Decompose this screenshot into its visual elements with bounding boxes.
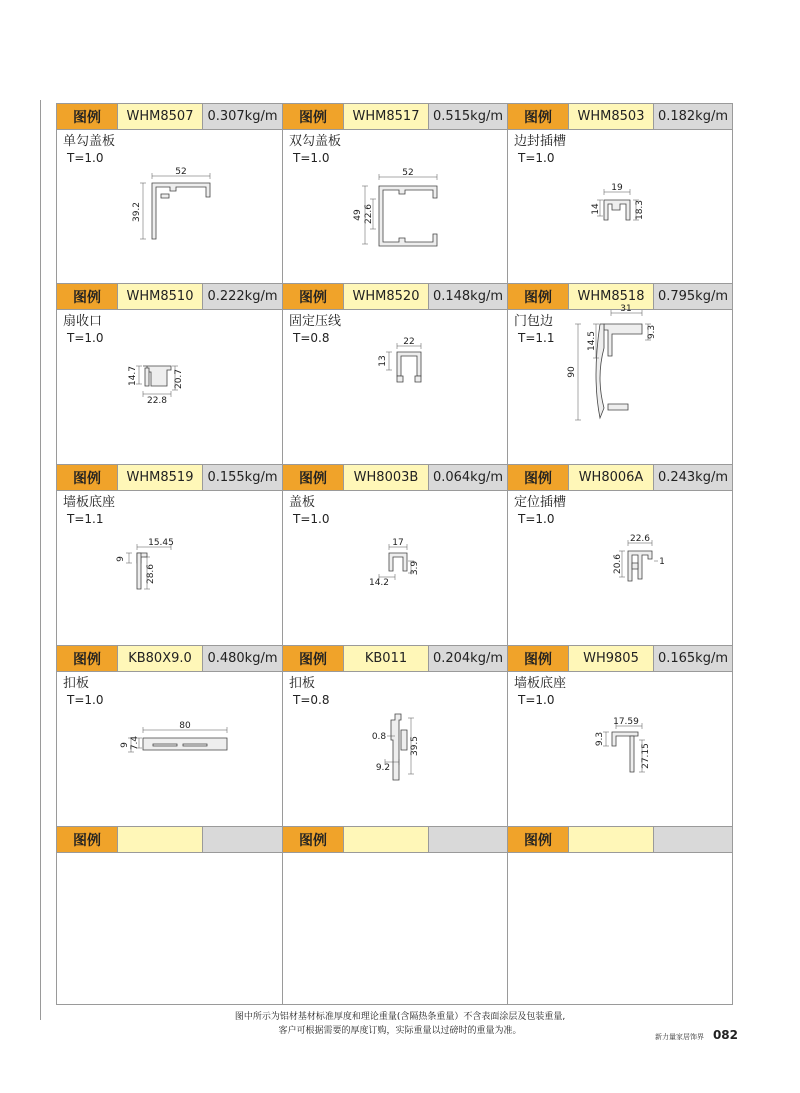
profile-cell <box>508 646 732 826</box>
profile-shape <box>397 376 421 382</box>
profile-cell <box>283 827 508 1004</box>
profile-cell <box>283 465 508 645</box>
profile-section-drawing <box>508 284 732 465</box>
dimension-label: 14.7 <box>128 365 138 387</box>
legend-label: 图例 <box>508 284 568 309</box>
catalog-row <box>57 827 732 1004</box>
profile-cell <box>508 284 732 464</box>
legend-label: 图例 <box>283 284 343 309</box>
dimension-label: 22.6 <box>629 534 651 544</box>
dimension-label: 0.8 <box>371 732 387 742</box>
profile-name: 双勾盖板 <box>289 134 342 149</box>
dimension-label: 15.45 <box>148 538 174 548</box>
dimension-label: 20.6 <box>613 553 623 575</box>
profile-section-drawing <box>283 104 508 284</box>
profile-code: WH9805 <box>568 646 653 671</box>
dimension-label: 14.5 <box>587 330 597 352</box>
profile-cell <box>57 284 283 464</box>
profile-weight: 0.795kg/m <box>653 284 732 309</box>
legend-label: 图例 <box>283 104 343 129</box>
profile-code: WHM8518 <box>568 284 653 309</box>
profile-name: 扣板 <box>63 676 90 691</box>
profile-shape <box>397 352 421 376</box>
profile-code: KB011 <box>343 646 428 671</box>
dimension-label: 28.6 <box>146 563 156 585</box>
profile-thickness: T=1.0 <box>67 331 104 345</box>
profile-shape <box>389 553 407 571</box>
dimension-label: 19 <box>611 183 623 193</box>
profile-name: 墙板底座 <box>63 495 116 510</box>
dimension-label: 18.3 <box>635 199 645 221</box>
profile-name: 扣板 <box>289 676 316 691</box>
dimension-label: 9 <box>116 556 126 562</box>
catalog-row <box>57 465 732 646</box>
profile-weight: 0.148kg/m <box>428 284 507 309</box>
dimension-line <box>379 544 414 580</box>
dimension-label: 80 <box>179 721 191 731</box>
profile-thickness: T=1.1 <box>518 331 555 345</box>
profile-name: 盖板 <box>289 495 316 510</box>
profile-thickness: T=1.0 <box>293 512 330 526</box>
profile-thickness: T=0.8 <box>293 331 330 345</box>
profile-code: WHM8520 <box>343 284 428 309</box>
profile-code: WHM8510 <box>117 284 202 309</box>
profile-shape <box>608 404 628 410</box>
dimension-label: 20.7 <box>174 368 184 390</box>
profile-section-drawing <box>508 646 732 827</box>
profile-shape <box>137 553 141 589</box>
dimension-label: 39.5 <box>410 735 420 757</box>
profile-thickness: T=1.0 <box>518 512 555 526</box>
dimension-label: 13 <box>378 355 388 367</box>
dimension-label: 7.4 <box>130 735 140 751</box>
dimension-line <box>603 723 645 772</box>
dimension-label: 17 <box>392 538 404 548</box>
dimension-label: 9.3 <box>595 731 605 747</box>
profile-cell <box>508 104 732 283</box>
dimension-label: 22 <box>403 337 415 347</box>
profile-section-drawing <box>57 104 283 284</box>
profile-shape <box>630 736 634 772</box>
legend-label: 图例 <box>57 465 117 490</box>
dimension-label: 9.3 <box>647 324 657 340</box>
legend-label: 图例 <box>283 827 343 852</box>
profile-code: WHM8503 <box>568 104 653 129</box>
dimension-label: 1 <box>659 557 665 567</box>
dimension-label: 49 <box>353 209 363 221</box>
profile-cell <box>57 465 283 645</box>
profile-section-drawing <box>283 827 508 1004</box>
catalog-row <box>57 646 732 827</box>
legend-label: 图例 <box>508 465 568 490</box>
profile-cell <box>283 284 508 464</box>
dimension-label: 52 <box>175 167 187 177</box>
legend-label: 图例 <box>283 465 343 490</box>
profile-shape <box>152 183 210 239</box>
profile-name: 单勾盖板 <box>63 134 116 149</box>
profile-shape <box>604 324 642 356</box>
dimension-label: 22.8 <box>146 396 168 406</box>
left-margin-line <box>40 100 41 1020</box>
profile-cell <box>57 104 283 283</box>
brand-label: 新力量家居饰界 <box>655 1033 704 1041</box>
profile-name: 固定压线 <box>289 314 342 329</box>
profile-name: 定位插槽 <box>514 495 567 510</box>
dimension-label: 27.15 <box>641 743 651 769</box>
footer-note-line-2: 客户可根据需要的厚度订购，实际重量以过磅时的重量为准。 <box>278 1026 522 1036</box>
profile-shape <box>632 563 638 569</box>
legend-label: 图例 <box>508 827 568 852</box>
profile-weight: 0.243kg/m <box>653 465 732 490</box>
profile-code: WHM8507 <box>117 104 202 129</box>
profile-cell <box>57 646 283 826</box>
profile-section-drawing <box>57 284 283 465</box>
profile-section-drawing <box>508 104 732 284</box>
profile-section-drawing <box>283 465 508 646</box>
profile-section-drawing <box>283 646 508 827</box>
profile-cell <box>508 465 732 645</box>
legend-label: 图例 <box>57 104 117 129</box>
footer-note-line-1: 图中所示为铝材基材标准厚度和理论重量(含隔热条重量）不含表面涂层及包装重量, <box>234 1012 566 1022</box>
catalog-row <box>57 104 732 284</box>
profile-section-drawing <box>508 465 732 646</box>
profile-section-drawing <box>57 827 283 1004</box>
profile-section-drawing <box>283 284 508 465</box>
dimension-label: 39.2 <box>132 201 142 223</box>
profile-code: WHM8519 <box>117 465 202 490</box>
profile-weight: 0.064kg/m <box>428 465 507 490</box>
profile-shape <box>161 194 169 198</box>
profile-thickness: T=1.0 <box>67 151 104 165</box>
profile-weight: 0.515kg/m <box>428 104 507 129</box>
profile-thickness: T=1.0 <box>518 693 555 707</box>
profile-thickness: T=1.0 <box>293 151 330 165</box>
profile-section-drawing <box>57 465 283 646</box>
dimension-label: 14 <box>591 203 601 215</box>
dimension-label: 31 <box>620 304 632 314</box>
legend-label: 图例 <box>57 827 117 852</box>
profile-section-drawing <box>508 827 732 1004</box>
profile-name: 边封插槽 <box>514 134 567 149</box>
profile-code: WHM8517 <box>343 104 428 129</box>
legend-label: 图例 <box>508 646 568 671</box>
dimension-label: 22.6 <box>364 203 374 225</box>
profile-shape <box>604 200 630 220</box>
profile-weight: 0.222kg/m <box>202 284 282 309</box>
dimension-label: 17.59 <box>613 717 639 727</box>
dimension-label: 9.2 <box>375 763 391 773</box>
profile-weight: 0.480kg/m <box>202 646 282 671</box>
profile-thickness: T=1.1 <box>67 512 104 526</box>
profile-code: WH8003B <box>343 465 428 490</box>
dimension-label: 9 <box>120 742 130 748</box>
profile-name: 门包边 <box>514 314 554 329</box>
page-number: 082 <box>712 1028 738 1042</box>
profile-shape <box>391 714 401 780</box>
dimension-label: 52 <box>402 168 414 178</box>
profile-cell <box>508 827 732 1004</box>
profile-name: 墙板底座 <box>514 676 567 691</box>
profile-shape <box>145 368 149 386</box>
profile-thickness: T=1.0 <box>67 693 104 707</box>
legend-label: 图例 <box>57 284 117 309</box>
profile-weight: 0.182kg/m <box>653 104 732 129</box>
dimension-line <box>386 343 421 370</box>
profile-shape <box>379 186 437 246</box>
profile-weight: 0.155kg/m <box>202 465 282 490</box>
profile-cell <box>57 827 283 1004</box>
profile-thickness: T=1.0 <box>518 151 555 165</box>
profile-shape <box>401 730 407 750</box>
profile-section-drawing <box>57 646 283 827</box>
legend-label: 图例 <box>508 104 568 129</box>
catalog-row <box>57 284 732 465</box>
dimension-label: 90 <box>567 366 577 378</box>
dimension-label: 3.9 <box>410 560 420 576</box>
profile-shape <box>596 324 604 418</box>
profile-code: WH8006A <box>568 465 653 490</box>
profile-cell <box>283 646 508 826</box>
profile-catalog-grid <box>56 103 733 1005</box>
profile-weight: 0.204kg/m <box>428 646 507 671</box>
legend-label: 图例 <box>283 646 343 671</box>
profile-weight: 0.165kg/m <box>653 646 732 671</box>
profile-cell <box>283 104 508 283</box>
profile-name: 扇收口 <box>63 314 103 329</box>
dimension-label: 14.2 <box>368 578 390 588</box>
profile-thickness: T=0.8 <box>293 693 330 707</box>
profile-shape <box>628 551 652 581</box>
profile-weight: 0.307kg/m <box>202 104 282 129</box>
legend-label: 图例 <box>57 646 117 671</box>
profile-code: KB80X9.0 <box>117 646 202 671</box>
